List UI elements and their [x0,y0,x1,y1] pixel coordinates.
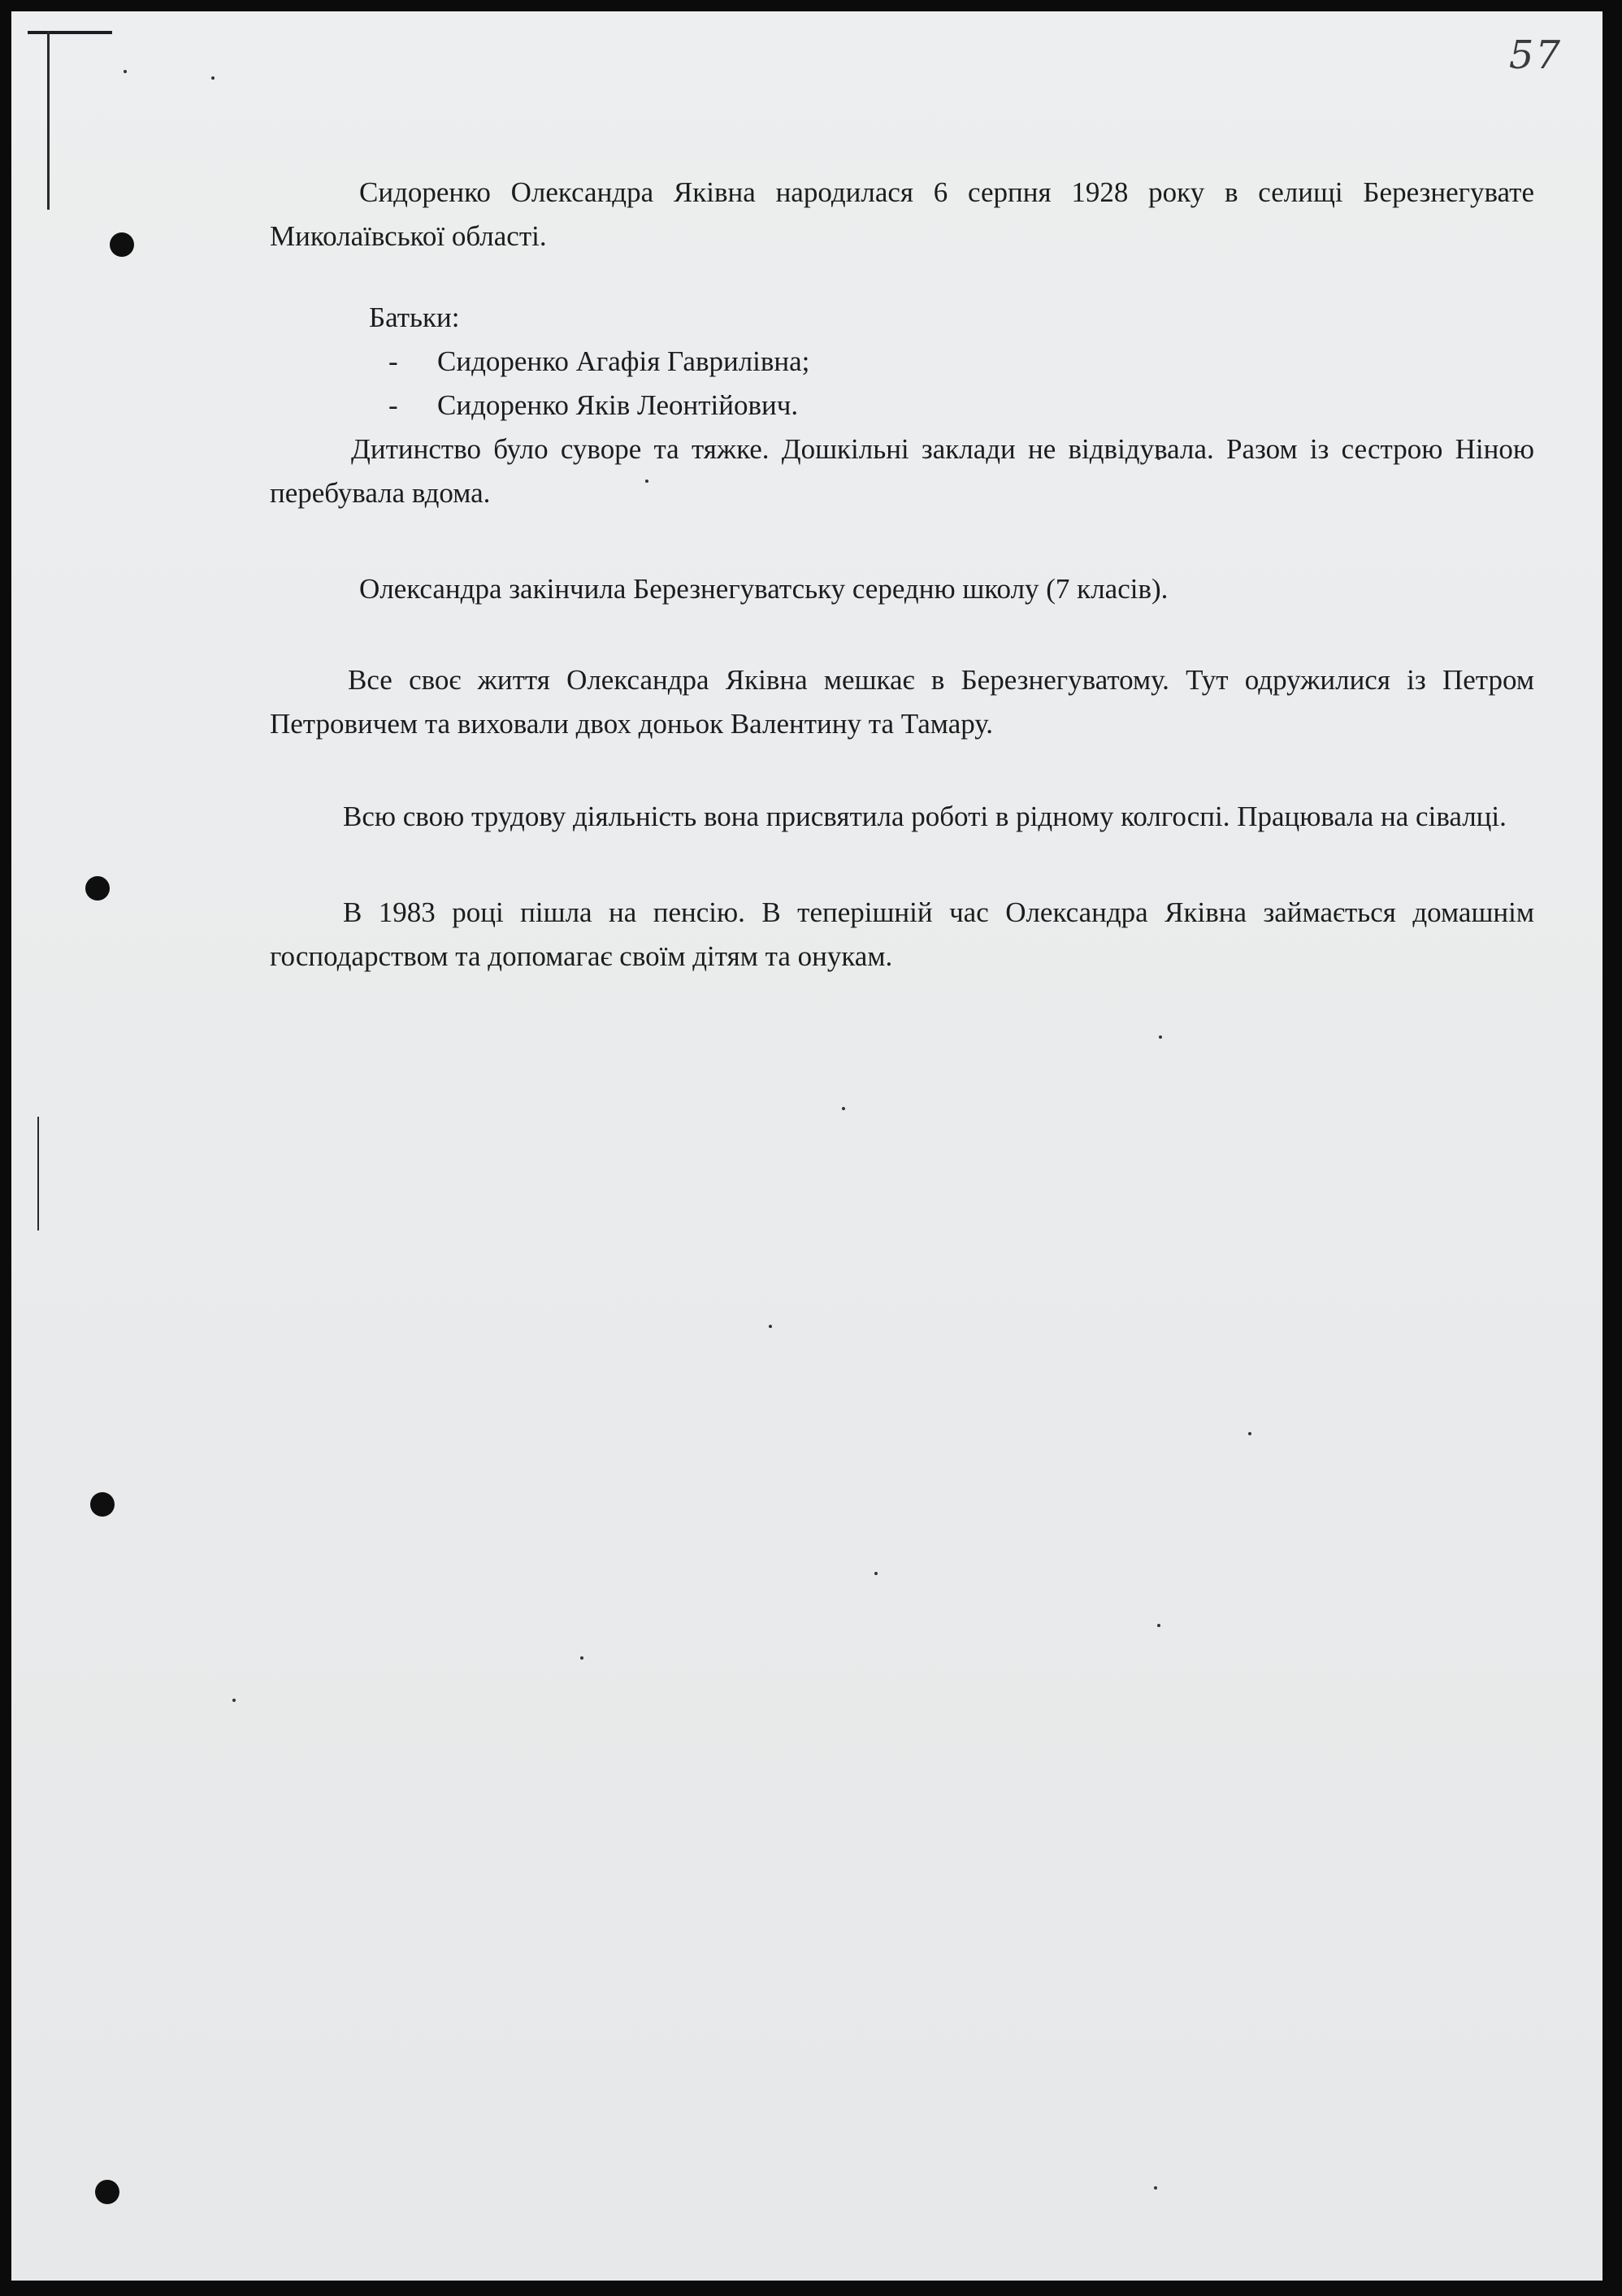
corner-mark [28,31,112,34]
margin-line [37,1117,39,1230]
punch-hole [90,1492,115,1517]
speck [1248,1432,1251,1435]
punch-hole [110,232,134,257]
parent-father: Сидоренко Яків Леонтійович. [437,389,799,421]
paragraph-retirement: В 1983 році пішла на пенсію. В теперішній час Олександра Яківна займається домашнім господарством та допомагає своїм дітям та онукам. [270,896,1534,972]
list-bullet: - [388,345,398,377]
speck [580,1656,583,1660]
speck [1154,2186,1157,2190]
speck [842,1107,845,1110]
list-bullet: - [388,389,398,421]
paragraph-work: Всю свою трудову діяльність вона присвятила роботі в рідному колгоспі. Працювала на сівалці. [343,801,1507,832]
paragraph-intro: Сидоренко Олександра Яківна народилася 6 серпня 1928 року в селищі Березнегувате Миколаївської області. [270,176,1534,252]
page-number: 57 [1508,33,1562,78]
speck [124,70,127,73]
speck [1159,1035,1162,1039]
paragraph-childhood: Дитинство було суворе та тяжке. Дошкільні заклади не відвідувала. Разом із сестрою Ніною перебувала вдома. [270,433,1534,509]
corner-mark-vertical [47,31,50,210]
speck [1157,1624,1160,1627]
speck [874,1572,878,1575]
list-item [388,384,1534,428]
punch-hole [95,2180,119,2204]
paragraph-education: Олександра закінчила Березнегуватську середню школу (7 класів). [359,573,1169,605]
list-item [388,340,1534,384]
parents-heading: Батьки: [369,302,460,333]
punch-hole [85,876,110,901]
speck [211,76,215,80]
speck [769,1325,772,1328]
document-body [270,171,1534,979]
parents-list [270,340,1534,428]
document-page [11,11,1602,2281]
parent-mother: Сидоренко Агафія Гаврилівна; [437,345,810,377]
speck [232,1699,236,1702]
paragraph-family: Все своє життя Олександра Яківна мешкає в Березнегуватому. Тут одружилися із Петром Петровичем та виховали двох доньок Валентину та Тамару. [270,664,1534,740]
